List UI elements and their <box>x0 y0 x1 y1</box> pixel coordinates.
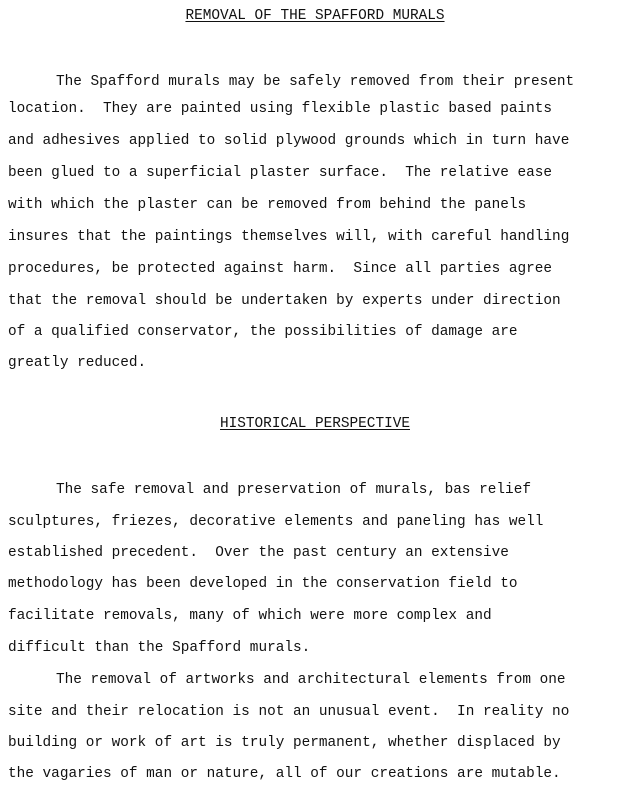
text-line: sculptures, friezes, decorative elements and paneling has well <box>8 514 544 530</box>
text-line: facilitate removals, many of which were more complex and <box>8 608 492 624</box>
text-line: and adhesives applied to solid plywood grounds which in turn have <box>8 133 570 149</box>
text-line: methodology has been developed in the conservation field to <box>8 576 518 592</box>
text-line: building or work of art is truly permanent, whether displaced by <box>8 735 561 751</box>
text-line: greatly reduced. <box>8 355 147 371</box>
text-line: procedures, be protected against harm. Since all parties agree <box>8 261 553 277</box>
text-line: established precedent. Over the past century an extensive <box>8 545 509 561</box>
text-line: difficult than the Spafford murals. <box>8 640 311 656</box>
text-line: with which the plaster can be removed from behind the panels <box>8 197 527 213</box>
text-line: The safe removal and preservation of murals, bas relief <box>56 482 531 498</box>
text-line: that the removal should be undertaken by experts under direction <box>8 293 561 309</box>
text-line: location. They are painted using flexible plastic based paints <box>8 101 553 117</box>
text-line: the vagaries of man or nature, all of our creations are mutable. <box>8 766 561 782</box>
section-heading-removal: REMOVAL OF THE SPAFFORD MURALS <box>185 8 445 24</box>
text-line: The removal of artworks and architectural elements from one <box>56 672 566 688</box>
text-line: insures that the paintings themselves will, with careful handling <box>8 229 570 245</box>
text-line: site and their relocation is not an unusual event. In reality no <box>8 704 570 720</box>
text-line: been glued to a superficial plaster surface. The relative ease <box>8 165 553 181</box>
text-line: of a qualified conservator, the possibilities of damage are <box>8 324 518 340</box>
text-line: The Spafford murals may be safely removed from their present <box>56 74 575 90</box>
section-heading-historical: HISTORICAL PERSPECTIVE <box>220 416 410 432</box>
